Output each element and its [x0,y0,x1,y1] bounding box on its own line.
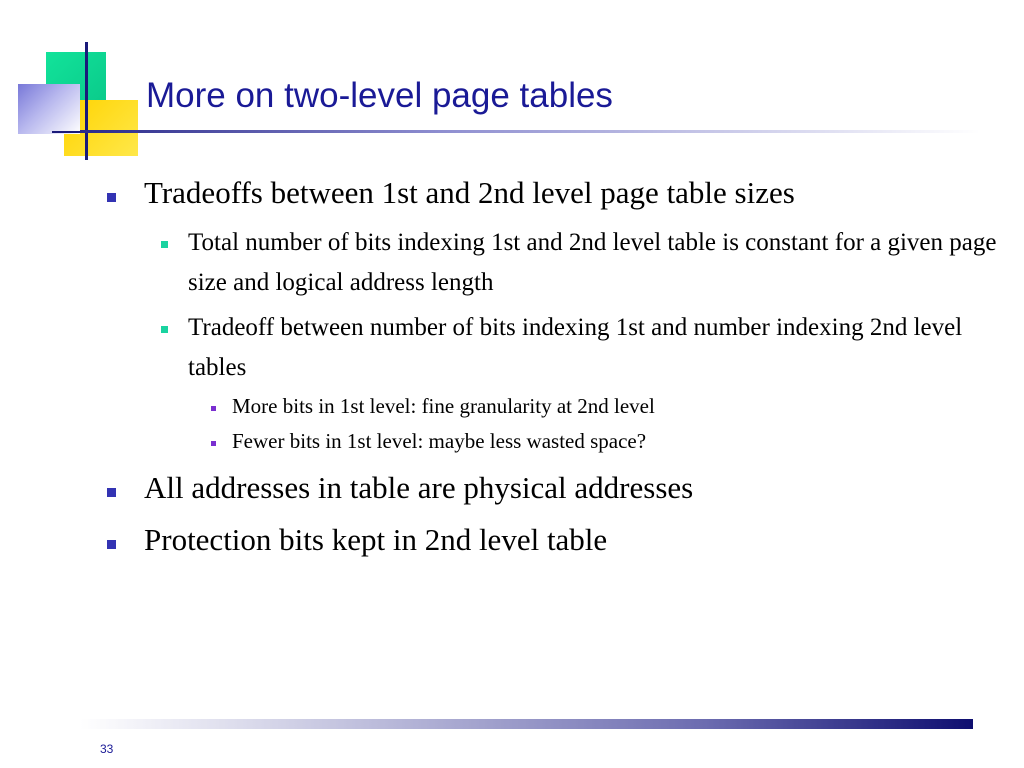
bullet-marker [107,488,116,497]
bullet-level-3: More bits in 1st level: fine granularity at 2nd level [232,394,655,418]
bullet-marker [211,441,216,446]
page-number: 33 [100,742,114,756]
bullet-marker [211,406,216,411]
bullet-marker [107,193,116,202]
footer-bar [80,719,973,729]
bullet-level-2: Total number of bits indexing 1st and 2nd level table is constant for a given page size and logical address length [188,229,997,296]
bullet-marker [161,326,168,333]
bullet-level-1: Tradeoffs between 1st and 2nd level page table sizes [144,175,795,210]
bullet-level-1: Protection bits kept in 2nd level table [144,522,608,557]
bullet-level-3: Fewer bits in 1st level: maybe less wasted space? [232,429,647,453]
bullet-marker [161,241,168,248]
bullet-level-2: Tradeoff between number of bits indexing 1st and number indexing 2nd level tables [188,314,963,381]
bullet-marker [107,540,116,549]
bullet-level-1: All addresses in table are physical addresses [144,470,694,505]
slide-title: More on two-level page tables [146,76,613,115]
